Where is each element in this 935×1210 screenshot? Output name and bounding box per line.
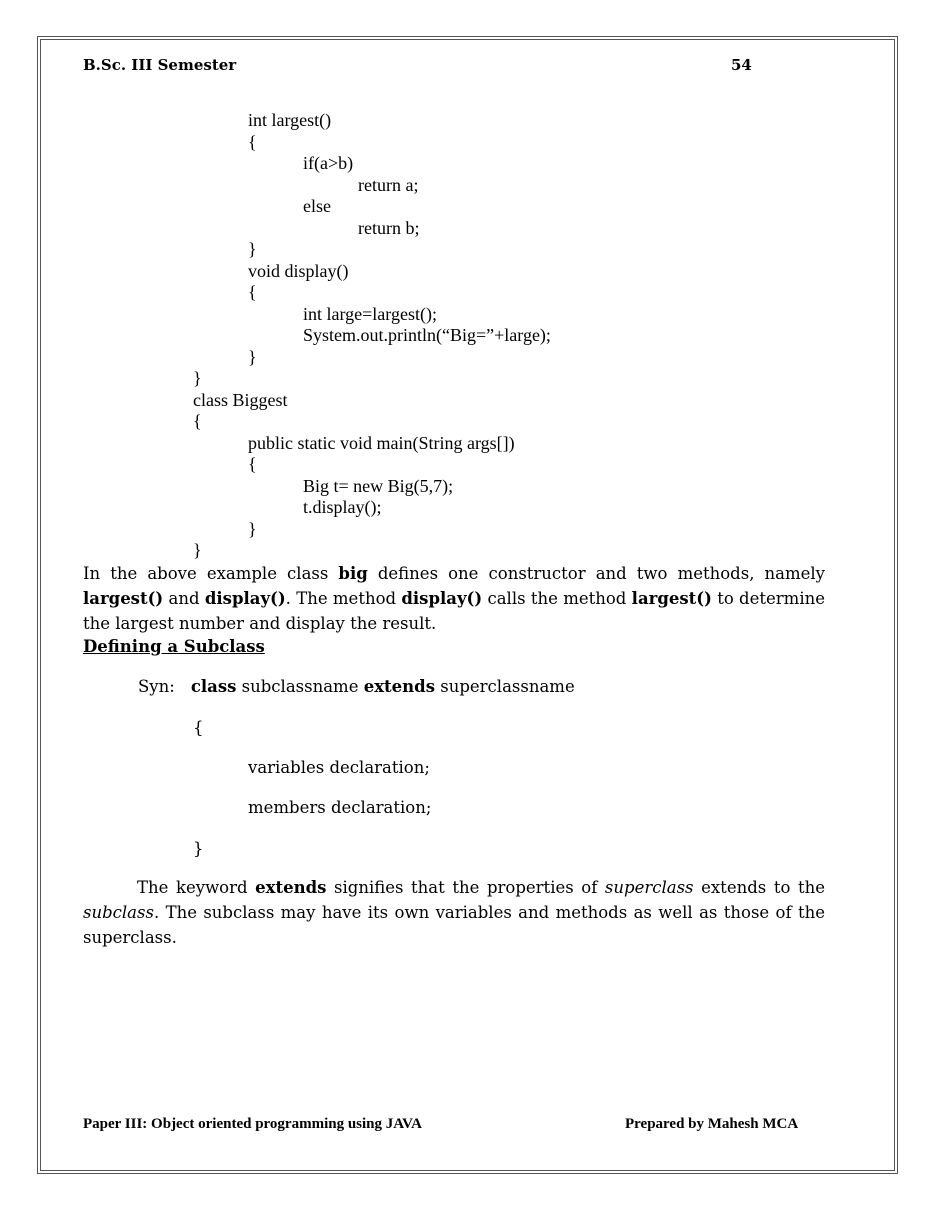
code-line: return b; bbox=[358, 217, 420, 238]
keyword-class: class bbox=[190, 677, 237, 696]
syntax-label: Syn: bbox=[138, 677, 175, 696]
code-line: } bbox=[193, 368, 202, 388]
code-line: } bbox=[193, 540, 202, 560]
code-line: t.display(); bbox=[303, 497, 382, 517]
explanation-text: to determine the largest number and display the result. bbox=[83, 589, 825, 633]
syntax-superclassname: superclassname bbox=[435, 677, 575, 696]
bold-term: largest() bbox=[83, 589, 164, 608]
bold-term: largest() bbox=[631, 589, 712, 608]
footer-paper-title: Paper III: Object oriented programming using JAVA bbox=[83, 1116, 422, 1132]
code-line: { bbox=[248, 282, 257, 302]
code-line: else bbox=[303, 196, 331, 216]
description-paragraph bbox=[83, 875, 825, 950]
syntax-open-brace: { bbox=[193, 718, 204, 737]
code-line: int largest() bbox=[248, 110, 332, 130]
description-text: signifies that the properties of bbox=[326, 878, 605, 897]
section-heading: Defining a Subclass bbox=[83, 637, 265, 656]
bold-term: extends bbox=[255, 878, 327, 897]
code-line: { bbox=[248, 131, 257, 152]
explanation-text: . The method bbox=[285, 589, 402, 608]
syntax-members: members declaration; bbox=[248, 798, 432, 817]
explanation-text: In the above example class bbox=[83, 564, 339, 583]
code-line: { bbox=[248, 454, 257, 474]
bold-term: display() bbox=[204, 589, 286, 608]
code-line: } bbox=[248, 518, 257, 539]
description-text: . The subclass may have its own variables and methods as well as those of the superclass. bbox=[83, 903, 825, 947]
bold-term: big bbox=[338, 564, 368, 583]
code-line: return a; bbox=[358, 174, 419, 195]
description-text: extends to the bbox=[693, 878, 825, 897]
syntax-close-brace: } bbox=[193, 839, 204, 858]
syntax-line bbox=[138, 677, 575, 696]
syntax-subclassname: subclassname bbox=[236, 677, 364, 696]
explanation-text: defines one constructor and two methods, namely bbox=[367, 564, 825, 583]
code-line: } bbox=[248, 346, 257, 367]
code-line: class Biggest bbox=[193, 389, 288, 410]
page-number: 54 bbox=[731, 56, 752, 74]
header-semester: B.Sc. III Semester bbox=[83, 56, 237, 74]
syntax-variables: variables declaration; bbox=[248, 758, 430, 777]
footer-author: Prepared by Mahesh MCA bbox=[625, 1116, 799, 1132]
code-line: if(a>b) bbox=[303, 153, 354, 173]
code-line: public static void main(String args[]) bbox=[248, 432, 515, 453]
bold-term: display() bbox=[401, 589, 483, 608]
code-line: Big t= new Big(5,7); bbox=[303, 475, 454, 496]
explanation-text: and bbox=[163, 589, 205, 608]
code-line: int large=largest(); bbox=[303, 303, 437, 324]
description-text: The keyword bbox=[137, 878, 256, 897]
code-line: System.out.println(“Big=”+large); bbox=[303, 325, 551, 345]
explanation-text: calls the method bbox=[482, 589, 632, 608]
code-line: void display() bbox=[248, 260, 349, 281]
code-line: } bbox=[248, 239, 257, 259]
keyword-extends: extends bbox=[363, 677, 435, 696]
explanation-paragraph bbox=[83, 561, 825, 636]
italic-term: superclass bbox=[604, 878, 694, 897]
code-line: { bbox=[193, 411, 202, 431]
italic-term: subclass bbox=[83, 903, 154, 922]
